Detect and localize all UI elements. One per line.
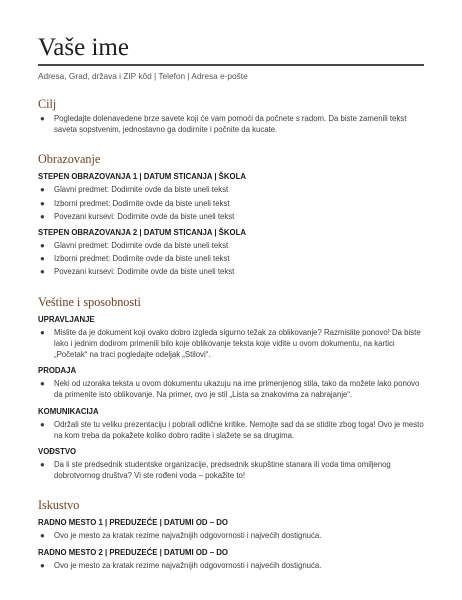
bullet-icon: ● (40, 211, 45, 221)
skill-group-heading[interactable]: PRODAJA (38, 366, 77, 376)
skill-group-heading[interactable]: UPRAVLJANJE (38, 314, 95, 324)
bullet-icon: ● (40, 198, 45, 208)
skill-group-list (38, 378, 424, 400)
list-item-text: Povezani kursevi: Dodirnite ovde da biste uneli tekst (54, 211, 235, 221)
skill-group-list (38, 459, 424, 481)
list-item-text: Glavni predmet: Dodirnite ovde da biste uneli tekst (54, 185, 229, 195)
bullet-icon: ● (40, 267, 45, 277)
list-item[interactable] (38, 560, 424, 571)
education-entry-list (38, 184, 424, 222)
list-item-text: Da li ste predsednik studentske organizacije, predsednik skupštine stanara ili voda tima omiljenog dobrotvornog društva? Vi ste rođeni voda – pokažite to! (54, 460, 391, 481)
bullet-icon: ● (40, 460, 45, 470)
education-entry-heading[interactable]: STEPEN OBRAZOVANJA 1 | DATUM STICANJA | ŠKOLA (38, 172, 246, 182)
bullet-icon: ● (40, 379, 45, 389)
section-title-objective[interactable]: Cilj (38, 97, 57, 111)
list-item[interactable] (38, 419, 424, 441)
list-item[interactable] (38, 530, 424, 541)
objective-list (38, 113, 424, 135)
section-title-education[interactable]: Obrazovanje (38, 152, 101, 167)
list-item-text: Izborni predmet: Dodirnite ovde da biste uneli tekst (54, 254, 230, 264)
skill-group-list (38, 419, 424, 441)
resume-name[interactable]: Vaše ime (38, 34, 129, 61)
list-item[interactable] (38, 211, 424, 222)
education-entry-list (38, 240, 424, 278)
list-item[interactable] (38, 378, 424, 400)
bullet-icon: ● (40, 114, 45, 123)
list-item-text: Ovo je mesto za kratak rezime najvažnijih odgovornosti i najvećih dostignuća. (54, 560, 322, 570)
section-title-skills[interactable]: Veštine i sposobnosti (38, 294, 141, 309)
list-item[interactable] (38, 198, 424, 209)
bullet-icon: ● (40, 327, 45, 337)
contact-info[interactable]: Adresa, Grad, država i ZIP kôd | Telefon | Adresa e-pošte (38, 71, 248, 81)
skill-group-list (38, 327, 424, 361)
list-item[interactable] (38, 253, 424, 264)
skill-group-heading[interactable]: VOĐSTVO (38, 447, 77, 457)
experience-entry-list (38, 560, 424, 571)
list-item[interactable] (38, 327, 424, 361)
list-item-text: Neki od uzoraka teksta u ovom dokumentu ukazuju na ime primenjenog stila, tako da možete lako ponovo da primenite isto oblikovanje. Na primer, ovo je stil „Lista sa znakovima za nabrajanje“. (54, 379, 420, 400)
list-item-text: Pogledajte dolenavedene brze savete koji će vam pomoći da počnete s radom. Da biste zamenili tekst saveta sopstvenim, jednostavno ga dodirnite i počnite da kucate. (54, 114, 407, 135)
list-item[interactable] (38, 113, 424, 135)
bullet-icon: ● (40, 254, 45, 264)
bullet-icon: ● (40, 531, 45, 541)
title-divider (38, 64, 424, 66)
list-item[interactable] (38, 184, 424, 195)
bullet-icon: ● (40, 185, 45, 195)
list-item[interactable] (38, 266, 424, 277)
list-item-text: Povezani kursevi: Dodirnite ovde da biste uneli tekst (54, 267, 235, 277)
list-item[interactable] (38, 459, 424, 481)
list-item-text: Izborni predmet: Dodirnite ovde da biste uneli tekst (54, 198, 230, 208)
list-item-text: Održali ste tu veliku prezentaciju i pobrali odlične kritike. Nemojte sad da se stidite zbog toga! Ovo je mesto na kom treba da pokažete koliko dobro radite i slažete se sa drugima. (54, 419, 424, 440)
section-title-experience[interactable]: Iskustvo (38, 498, 80, 513)
skill-group-heading[interactable]: KOMUNIKACIJA (38, 406, 99, 416)
list-item[interactable] (38, 240, 424, 251)
experience-entry-list (38, 530, 424, 541)
experience-entry-heading[interactable]: RADNO MESTO 1 | PREDUZEĆE | DATUMI OD – DO (38, 518, 228, 528)
experience-entry-heading[interactable]: RADNO MESTO 2 | PREDUZEĆE | DATUMI OD – DO (38, 547, 228, 557)
list-item-text: Glavni predmet: Dodirnite ovde da biste uneli tekst (54, 241, 229, 251)
education-entry-heading[interactable]: STEPEN OBRAZOVANJA 2 | DATUM STICANJA | ŠKOLA (38, 228, 246, 238)
bullet-icon: ● (40, 419, 45, 429)
list-item-text: Mislite da je dokument koji ovako dobro izgleda sigurno težak za oblikovanje? Razmislite ponovo! Da biste lako i jednim dodirom primenili bilo koje oblikovanje teksta koje vidite u ovom dokumentu, na kartici „Početak“ na traci pogledajte odeljak „Stilovi“. (54, 327, 421, 360)
bullet-icon: ● (40, 241, 45, 251)
bullet-icon: ● (40, 560, 45, 570)
list-item-text: Ovo je mesto za kratak rezime najvažnijih odgovornosti i najvećih dostignuća. (54, 531, 322, 541)
